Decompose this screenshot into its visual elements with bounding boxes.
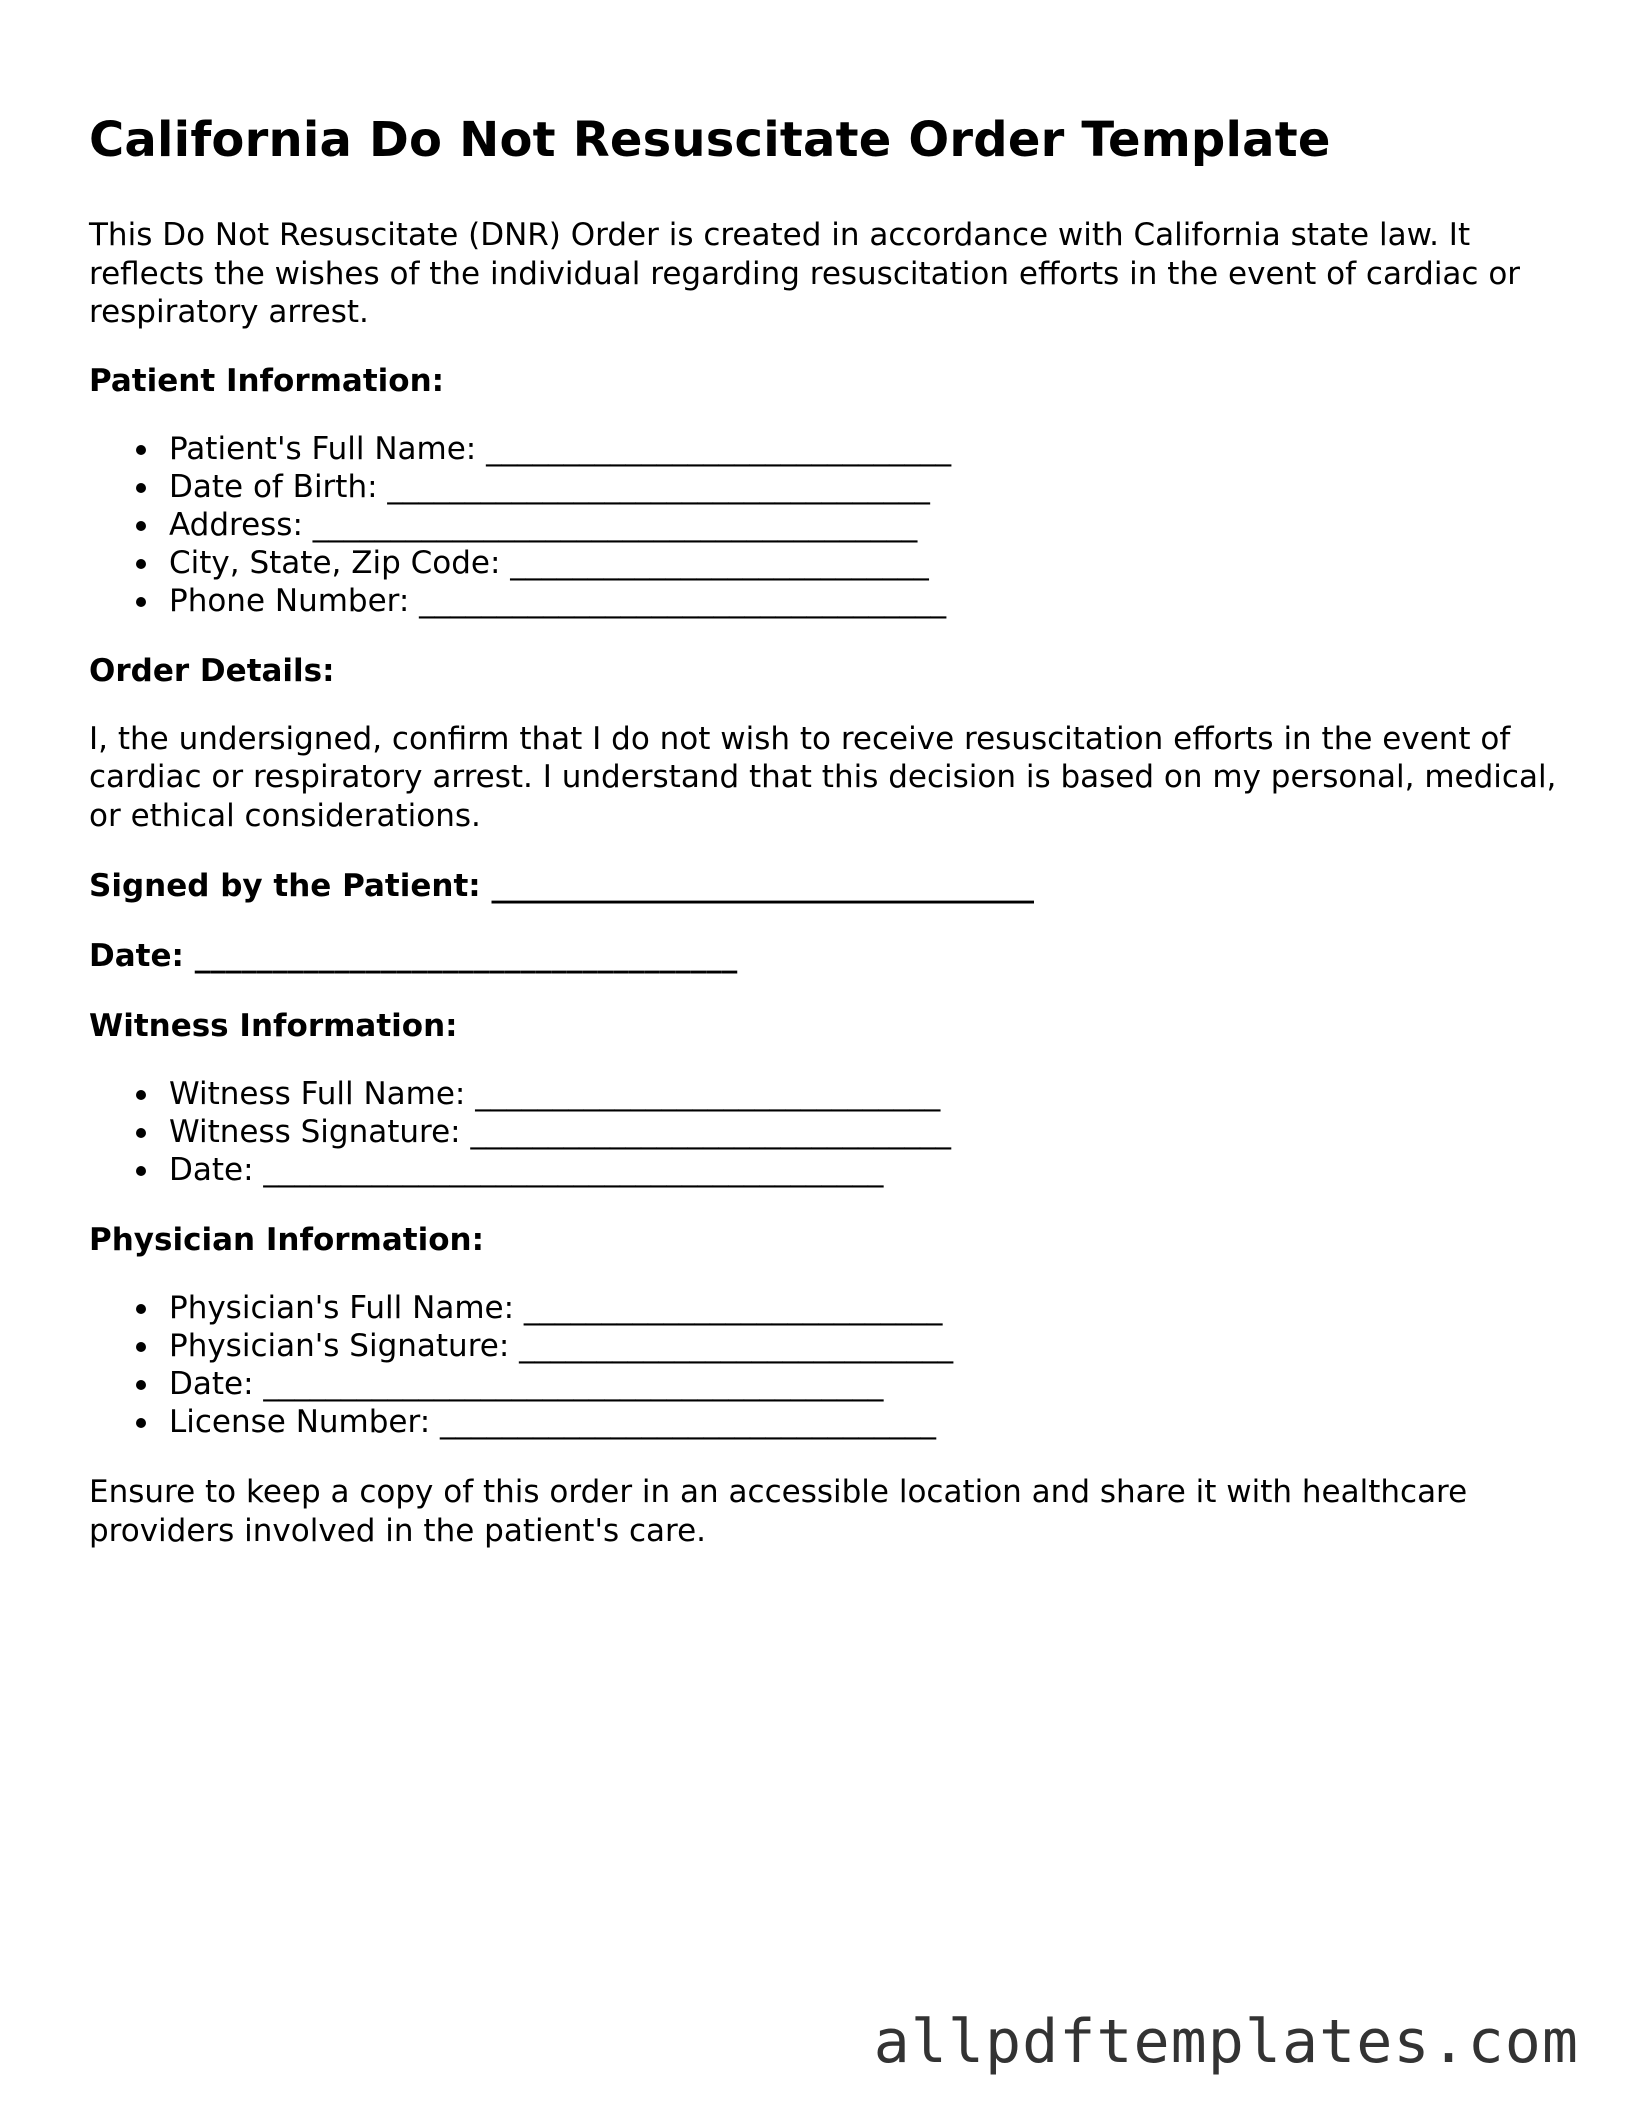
physician-information-heading: Physician Information: xyxy=(89,1222,484,1258)
date-of-birth-field[interactable]: Date of Birth: ___________________________________ xyxy=(169,468,1559,506)
closing-paragraph: Ensure to keep a copy of this order in an accessible location and share it with healthcare providers involved in the patient's care. xyxy=(89,1474,1468,1549)
patient-signature-line xyxy=(89,867,1559,905)
order-date-label: Date: xyxy=(89,938,184,974)
city-state-zip-field[interactable]: City, State, Zip Code: ___________________________ xyxy=(169,544,1559,582)
intro-paragraph: This Do Not Resuscitate (DNR) Order is created in accordance with California state law. It reflects the wishes of the individual regarding resuscitation efforts in the event of cardiac or respiratory arrest. xyxy=(89,217,1521,330)
watermark-text: allpdftemplates.com xyxy=(873,2007,1579,2077)
license-number-field[interactable]: License Number: ________________________________ xyxy=(169,1403,1559,1441)
physician-date-field[interactable]: Date: ________________________________________ xyxy=(169,1365,1559,1403)
physician-signature-field[interactable]: Physician's Signature: ____________________________ xyxy=(169,1327,1559,1365)
witness-fields-list xyxy=(89,1075,1559,1189)
document-title: California Do Not Resuscitate Order Template xyxy=(89,112,1331,168)
physician-fields-list xyxy=(89,1289,1559,1441)
patient-information-heading: Patient Information: xyxy=(89,362,445,399)
patient-signature-label: Signed by the Patient: xyxy=(89,868,481,904)
phone-number-field[interactable]: Phone Number: __________________________________ xyxy=(169,582,1559,620)
order-details-heading: Order Details: xyxy=(89,652,335,689)
patient-fields-list xyxy=(89,430,1559,620)
order-date-blank[interactable]: ___________________________________ xyxy=(194,938,738,974)
witness-full-name-field[interactable]: Witness Full Name: ______________________________ xyxy=(169,1075,1559,1113)
order-details-paragraph: I, the undersigned, confirm that I do not wish to receive resuscitation efforts in the event of cardiac or respiratory arrest. I understand that this decision is based on my personal, medical, or ethical considerations. xyxy=(89,720,1557,834)
physician-full-name-field[interactable]: Physician's Full Name: ___________________________ xyxy=(169,1289,1559,1327)
order-date-line xyxy=(89,937,1559,975)
patient-full-name-field[interactable]: Patient's Full Name: ______________________________ xyxy=(169,430,1559,468)
witness-information-heading: Witness Information: xyxy=(89,1008,458,1044)
address-field[interactable]: Address: _______________________________________ xyxy=(169,506,1559,544)
patient-signature-blank[interactable]: ___________________________________ xyxy=(491,868,1034,904)
witness-date-field[interactable]: Date: ________________________________________ xyxy=(169,1151,1559,1189)
witness-signature-field[interactable]: Witness Signature: _______________________________ xyxy=(169,1113,1559,1151)
document-page xyxy=(89,108,1559,1550)
